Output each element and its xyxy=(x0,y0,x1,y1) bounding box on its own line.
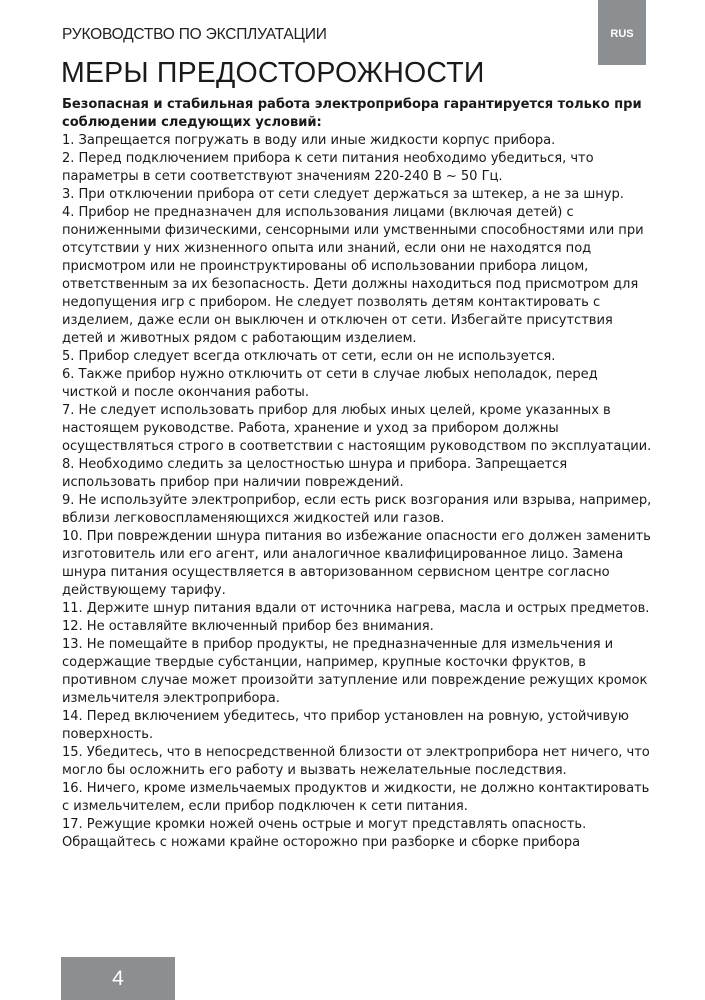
precaution-item-13: 13. Не помещайте в прибор продукты, не предназначенные для измельчения и содержащие твердые субстанции, например, крупные косточки фруктов, в противном случае может произойти затупление или повреждение режущих кромок измельчителя электроприбора. xyxy=(62,637,648,706)
precaution-item-9: 9. Не используйте электроприбор, если есть риск возгорания или взрыва, например, вблизи легковоспламеняющихся жидкостей или газов. xyxy=(62,493,652,526)
precaution-item-17: 17. Режущие кромки ножей очень острые и могут представлять опасность. Обращайтесь с ножами крайне осторожно при разборке и сборке прибора xyxy=(62,817,587,850)
precaution-item-14: 14. Перед включением убедитесь, что прибор установлен на ровную, устойчивую поверхность. xyxy=(62,709,629,742)
precaution-item-8: 8. Необходимо следить за целостностью шнура и прибора. Запрещается использовать прибор при наличии повреждений. xyxy=(62,457,568,490)
language-tag: RUS xyxy=(610,28,634,40)
precaution-item-3: 3. При отключении прибора от сети следует держаться за штекер, а не за шнур. xyxy=(62,187,624,202)
precaution-item-10: 10. При повреждении шнура питания во избежание опасности его должен заменить изготовитель или его агент, или аналогичное квалифицированное лицо. Замена шнура питания осуществляется в авторизованном сервисном центре согласно действующему тарифу. xyxy=(62,529,651,598)
page-title: МЕРЫ ПРЕДОСТОРОЖНОСТИ xyxy=(61,57,485,89)
precaution-item-15: 15. Убедитесь, что в непосредственной близости от электроприбора нет ничего, что могло бы осложнить его работу и вызвать нежелательные последствия. xyxy=(62,745,650,778)
precaution-item-7: 7. Не следует использовать прибор для любых иных целей, кроме указанных в настоящем руководстве. Работа, хранение и уход за прибором должны осуществляться строго в соответствии с настоящим руководством по эксплуатации. xyxy=(62,403,652,454)
language-tab xyxy=(598,0,646,65)
precautions-body xyxy=(62,96,652,852)
page-number: 4 xyxy=(112,966,124,990)
precaution-item-2: 2. Перед подключением прибора к сети питания необходимо убедиться, что параметры в сети соответствуют значениям 220-240 В ~ 50 Гц. xyxy=(62,151,594,184)
precaution-item-4: 4. Прибор не предназначен для использования лицами (включая детей) с пониженными физическими, сенсорными или умственными способностями или при отсутствии у них жизненного опыта или знаний, если они не находятся под присмотром или не проинструктированы об использовании прибора лицом, ответственным за их безопасность. Дети должны находиться под присмотром для недопущения игр с прибором. Не следует позволять детям контактировать с изделием, даже если он выключен и отключен от сети. Избегайте присутствия детей и животных рядом с работающим изделием. xyxy=(62,205,644,346)
precaution-item-12: 12. Не оставляйте включенный прибор без внимания. xyxy=(62,619,434,634)
precaution-item-5: 5. Прибор следует всегда отключать от сети, если он не используется. xyxy=(62,349,556,364)
page-number-box xyxy=(61,957,175,1000)
precaution-item-16: 16. Ничего, кроме измельчаемых продуктов и жидкости, не должно контактировать с измельчителем, если прибор подключен к сети питания. xyxy=(62,781,650,814)
precaution-item-11: 11. Держите шнур питания вдали от источника нагрева, масла и острых предметов. xyxy=(62,601,650,616)
precaution-item-6: 6. Также прибор нужно отключить от сети в случае любых неполадок, перед чисткой и после окончания работы. xyxy=(62,367,598,400)
intro-paragraph: Безопасная и стабильная работа электроприбора гарантируется только при соблюдении следующих условий: xyxy=(62,97,642,130)
running-head: РУКОВОДСТВО ПО ЭКСПЛУАТАЦИИ xyxy=(62,26,327,43)
precaution-item-1: 1. Запрещается погружать в воду или иные жидкости корпус прибора. xyxy=(62,133,556,148)
